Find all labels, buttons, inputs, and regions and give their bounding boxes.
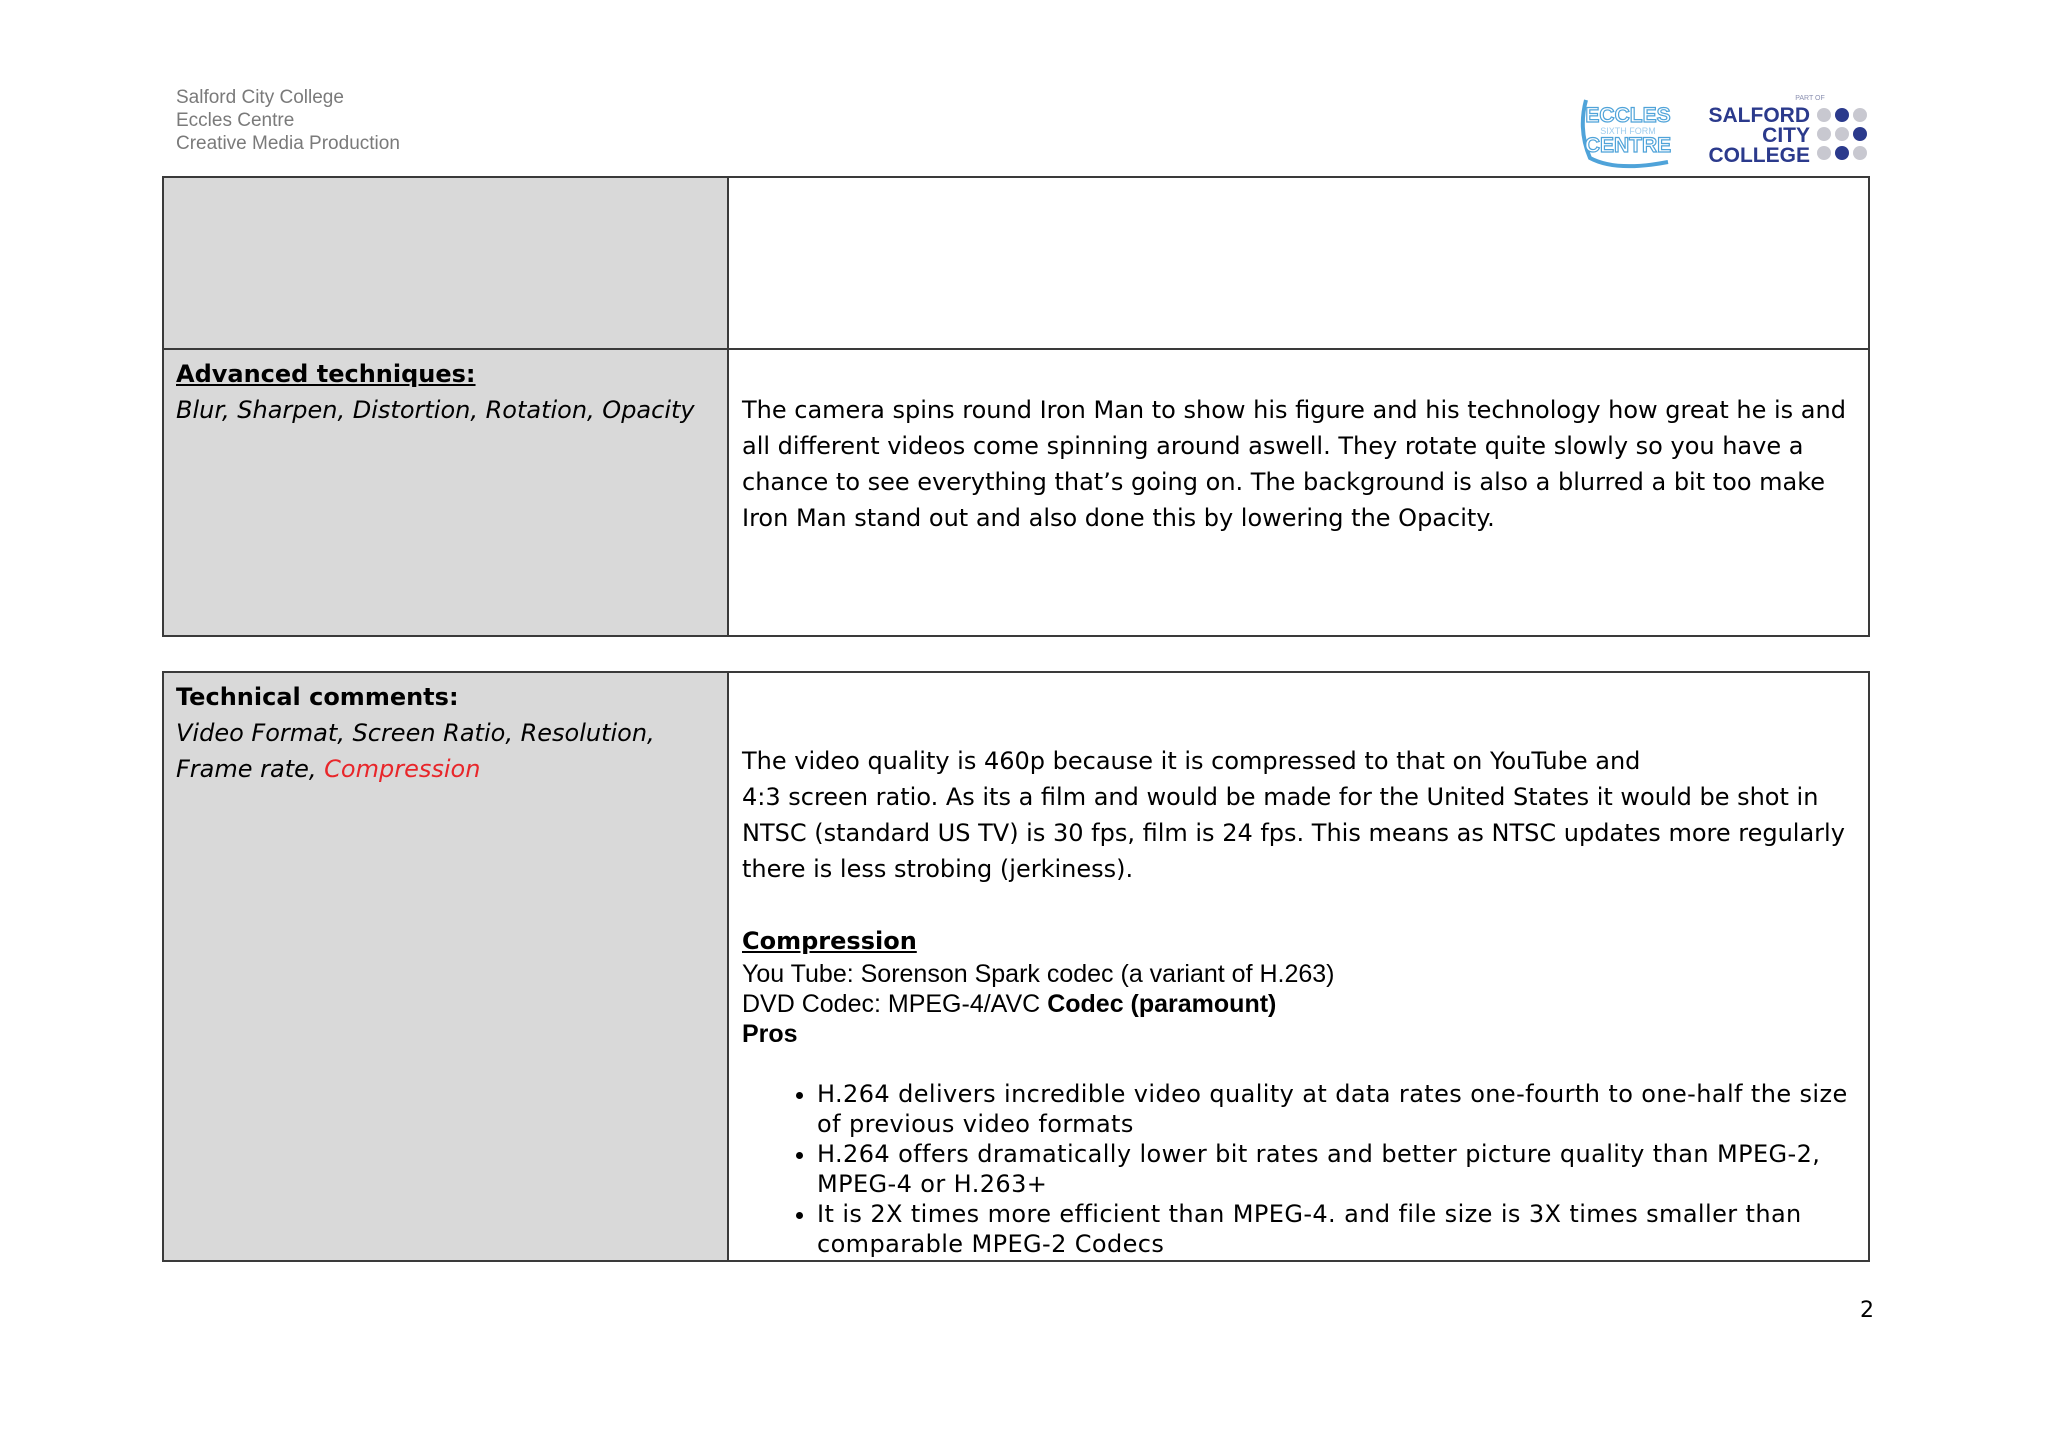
- pros-heading: Pros: [742, 1020, 798, 1048]
- dvd-codec-bold: Codec (paramount): [1047, 990, 1277, 1018]
- list-item: • It is 2X times more efficient than MPEG-4. and file size is 3X times smaller than comparable MPEG-2 Codecs: [817, 1199, 1868, 1259]
- salford-logo-text-college: COLLEGE: [1708, 144, 1810, 167]
- eccles-logo-text-bottom: CENTRE: [1584, 134, 1672, 157]
- technical-comments-list: [176, 715, 715, 787]
- header-line-college: Salford City College: [176, 87, 344, 108]
- salford-logo-text-city: CITY: [1762, 124, 1810, 147]
- content-cell-advanced: [728, 349, 1869, 636]
- youtube-codec-line: You Tube: Sorenson Spark codec (a variant of H.263): [742, 960, 1335, 988]
- header-line-course: Creative Media Production: [176, 133, 400, 154]
- list-item: • H.264 delivers incredible video quality at data rates one-fourth to one-half the size of previous video formats: [817, 1079, 1868, 1139]
- header-line-centre: Eccles Centre: [176, 110, 295, 131]
- table-row: [163, 349, 1869, 636]
- content-cell-technical: [728, 672, 1869, 1261]
- technical-comments-table: [162, 671, 1870, 1262]
- list-item: • H.264 offers dramatically lower bit rates and better picture quality than MPEG-2, MPEG-4 or H.263+: [817, 1139, 1868, 1199]
- salford-city-college-logo: [1708, 90, 1888, 167]
- page-number: 2: [1860, 1298, 1874, 1323]
- label-cell-advanced: [163, 349, 728, 636]
- document-header: [176, 86, 400, 155]
- table-row: [163, 177, 1869, 349]
- advanced-techniques-list: Blur, Sharpen, Distortion, Rotation, Opacity: [176, 396, 695, 424]
- technical-comments-heading: Technical comments:: [176, 683, 459, 711]
- dvd-codec-prefix: DVD Codec: MPEG-4/AVC: [742, 990, 1048, 1018]
- salford-logo-text-salford: SALFORD: [1708, 104, 1810, 127]
- label-cell-empty: [163, 177, 728, 349]
- compression-label-red: Compression: [324, 755, 481, 783]
- advanced-techniques-text: The camera spins round Iron Man to show his figure and his technology how great he is and all different videos come spinning around aswell. They rotate quite slowly so you have a chance to see everything that’s going on. The background is also a blurred a bit too make Iron Man stand out and also done this by lowering the Opacity.: [742, 396, 1846, 532]
- salford-logo-part-of: PART OF: [1795, 95, 1825, 102]
- advanced-techniques-table: [162, 176, 1870, 637]
- pros-list: [729, 1079, 1868, 1259]
- eccles-logo-text-top: ECCLES: [1585, 104, 1671, 127]
- eccles-logo-subtext: SIXTH FORM: [1600, 126, 1656, 136]
- label-cell-technical: [163, 672, 728, 1261]
- salford-logo-dots: [1817, 108, 1867, 160]
- eccles-centre-logo: [1576, 92, 1676, 168]
- advanced-techniques-heading: Advanced techniques:: [176, 360, 476, 388]
- table-row: [163, 672, 1869, 1261]
- dvd-codec-line: [742, 989, 1856, 1019]
- video-quality-line: The video quality is 460p because it is compressed to that on YouTube and: [742, 747, 1641, 775]
- technical-list-line1: Video Format, Screen Ratio, Resolution,: [176, 719, 655, 747]
- compression-heading: Compression: [742, 927, 917, 955]
- content-cell-empty: [728, 177, 1869, 349]
- technical-list-line2: Frame rate,: [176, 755, 325, 783]
- screen-ratio-paragraph: 4:3 screen ratio. As its a film and would be made for the United States it would be shot in NTSC (standard US TV) is 30 fps, film is 24 fps. This means as NTSC updates more regularly there is less strobing (jerkiness).: [742, 783, 1845, 883]
- technical-comments-body: [729, 673, 1868, 1049]
